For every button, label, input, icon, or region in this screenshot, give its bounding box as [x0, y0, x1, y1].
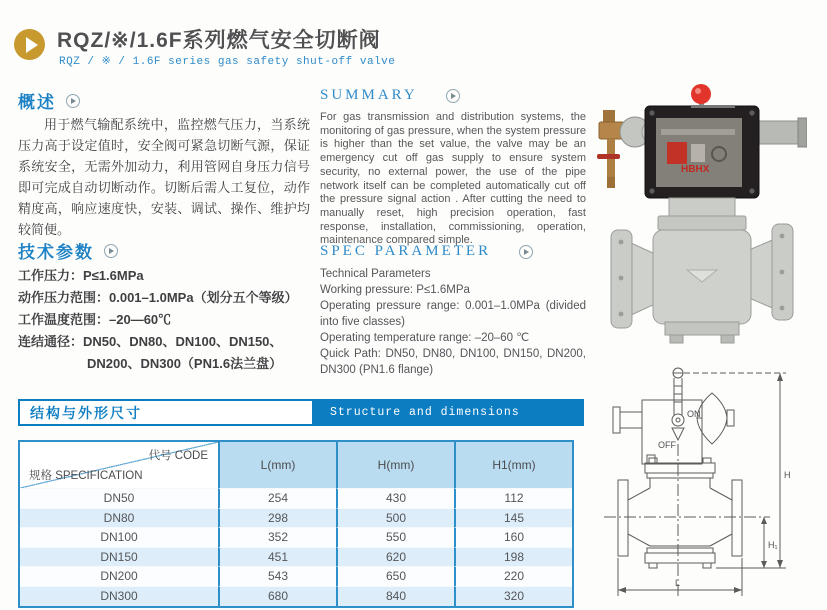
play-icon	[104, 244, 118, 258]
drawing-on-label: ON	[687, 409, 701, 419]
tech-param-line: 动作压力范围：0.001–1.0MPa（划分五个等级）	[18, 290, 298, 305]
spec-header-label: 规格 SPECIFICATION	[29, 470, 143, 482]
table-cell-H1: 220	[454, 566, 572, 586]
table-cell-spec: DN80	[20, 508, 218, 528]
table-cell-spec: DN50	[20, 488, 218, 508]
play-icon	[14, 29, 45, 60]
tech-params-section-heading	[18, 238, 118, 263]
tech-params-list	[18, 265, 318, 375]
table-cell-H1: 145	[454, 508, 572, 528]
table-cell-spec: DN300	[20, 586, 218, 606]
table-cell-H: 620	[336, 547, 454, 567]
product-photo	[595, 84, 807, 348]
table-cell-spec: DN150	[20, 547, 218, 567]
table-cell-L: 298	[218, 508, 336, 528]
column-header-H: H(mm)	[336, 442, 454, 488]
table-cell-H1: 112	[454, 488, 572, 508]
structure-banner-title-cn: 结构与外形尺寸	[20, 401, 312, 424]
spec-param-line: Working pressure: P≤1.6MPa	[320, 284, 470, 296]
table-cell-L: 254	[218, 488, 336, 508]
table-cell-spec: DN200	[20, 566, 218, 586]
table-cell-H: 840	[336, 586, 454, 606]
overview-paragraph: 用于燃气输配系统中，监控燃气压力，当系统压力高于设定值时，安全阀可紧急切断气源，保证系统安全，无需外加动力，利用管网自身压力信号即可完成自动切断动作。切断后需人工复位，动作精度高，响应速度快，安装、调试、操作、维护均较简便。	[18, 117, 310, 237]
table-cell-spec: DN100	[20, 527, 218, 547]
summary-section-heading	[320, 87, 460, 104]
tech-param-line: 工作温度范围：–20—60℃	[18, 312, 172, 327]
page-subtitle: RQZ / ※ / 1.6F series gas safety shut-off valve	[59, 56, 396, 68]
table-cell-H: 650	[336, 566, 454, 586]
drawing-h-label: H	[784, 470, 791, 480]
summary-heading-label: SUMMARY	[320, 87, 418, 103]
structure-drawing	[590, 360, 825, 608]
tech-param-line: DN200、DN300（PN1.6法兰盘）	[87, 356, 283, 371]
overview-heading-label: 概述	[18, 93, 56, 112]
spec-parameter-section-heading	[320, 243, 533, 260]
drawing-l-label: L	[675, 578, 681, 588]
tech-param-line: 连结通径：DN50、DN80、DN100、DN150、	[18, 334, 283, 349]
column-header-H1: H1(mm)	[454, 442, 572, 488]
summary-paragraph: For gas transmission and distribution systems, the monitoring of gas pressure, when the system pressure is higher than the set value, the valve may be an emergency cut off gas supply to ensure system security, no external power, the use of the pipe network itself can be completed automatically cut off the pressure signal action . After cutting the need to manually reset, high precision operation, fast response, installation, commissioning, operation, maintenance compared simple.	[320, 111, 586, 247]
tech-param-line: 工作压力：P≤1.6MPa	[18, 268, 144, 283]
column-header-L: L(mm)	[218, 442, 336, 488]
play-icon	[446, 89, 460, 103]
spec-param-line: Quick Path: DN50, DN80, DN100, DN150, DN200, DN300 (PN1.6 flange)	[320, 348, 586, 376]
spec-param-line: Operating temperature range: –20–60 ℃	[320, 332, 530, 344]
overview-section-heading	[18, 88, 80, 113]
spec-param-line: Operating pressure range: 0.001–1.0MPa (divided into five classes)	[320, 300, 586, 328]
table-cell-H1: 160	[454, 527, 572, 547]
play-triangle-icon	[26, 37, 38, 53]
drawing-h1-label: H₁	[768, 540, 778, 550]
table-cell-H: 550	[336, 527, 454, 547]
table-cell-L: 543	[218, 566, 336, 586]
table-corner-cell	[20, 442, 218, 488]
code-header-label: 代号 CODE	[148, 450, 208, 462]
table-cell-H: 430	[336, 488, 454, 508]
spec-param-line: Technical Parameters	[320, 268, 431, 280]
table-cell-L: 352	[218, 527, 336, 547]
structure-section-banner	[18, 399, 584, 426]
structure-banner-title-en: Structure and dimensions	[330, 406, 520, 419]
table-cell-L: 451	[218, 547, 336, 567]
photo-brand-label: HBHX	[681, 164, 710, 175]
table-cell-H1: 320	[454, 586, 572, 606]
spec-parameter-list	[320, 266, 586, 378]
table-cell-H1: 198	[454, 547, 572, 567]
page-title: RQZ/※/1.6F系列燃气安全切断阀	[57, 29, 381, 52]
play-icon	[66, 94, 80, 108]
table-cell-H: 500	[336, 508, 454, 528]
table-cell-L: 680	[218, 586, 336, 606]
spec-parameter-heading-label: SPEC PARAMETER	[320, 243, 492, 259]
tech-params-heading-label: 技术参数	[18, 243, 94, 262]
dimensions-table	[18, 440, 574, 608]
drawing-off-label: OFF	[658, 440, 676, 450]
play-icon	[519, 245, 533, 259]
